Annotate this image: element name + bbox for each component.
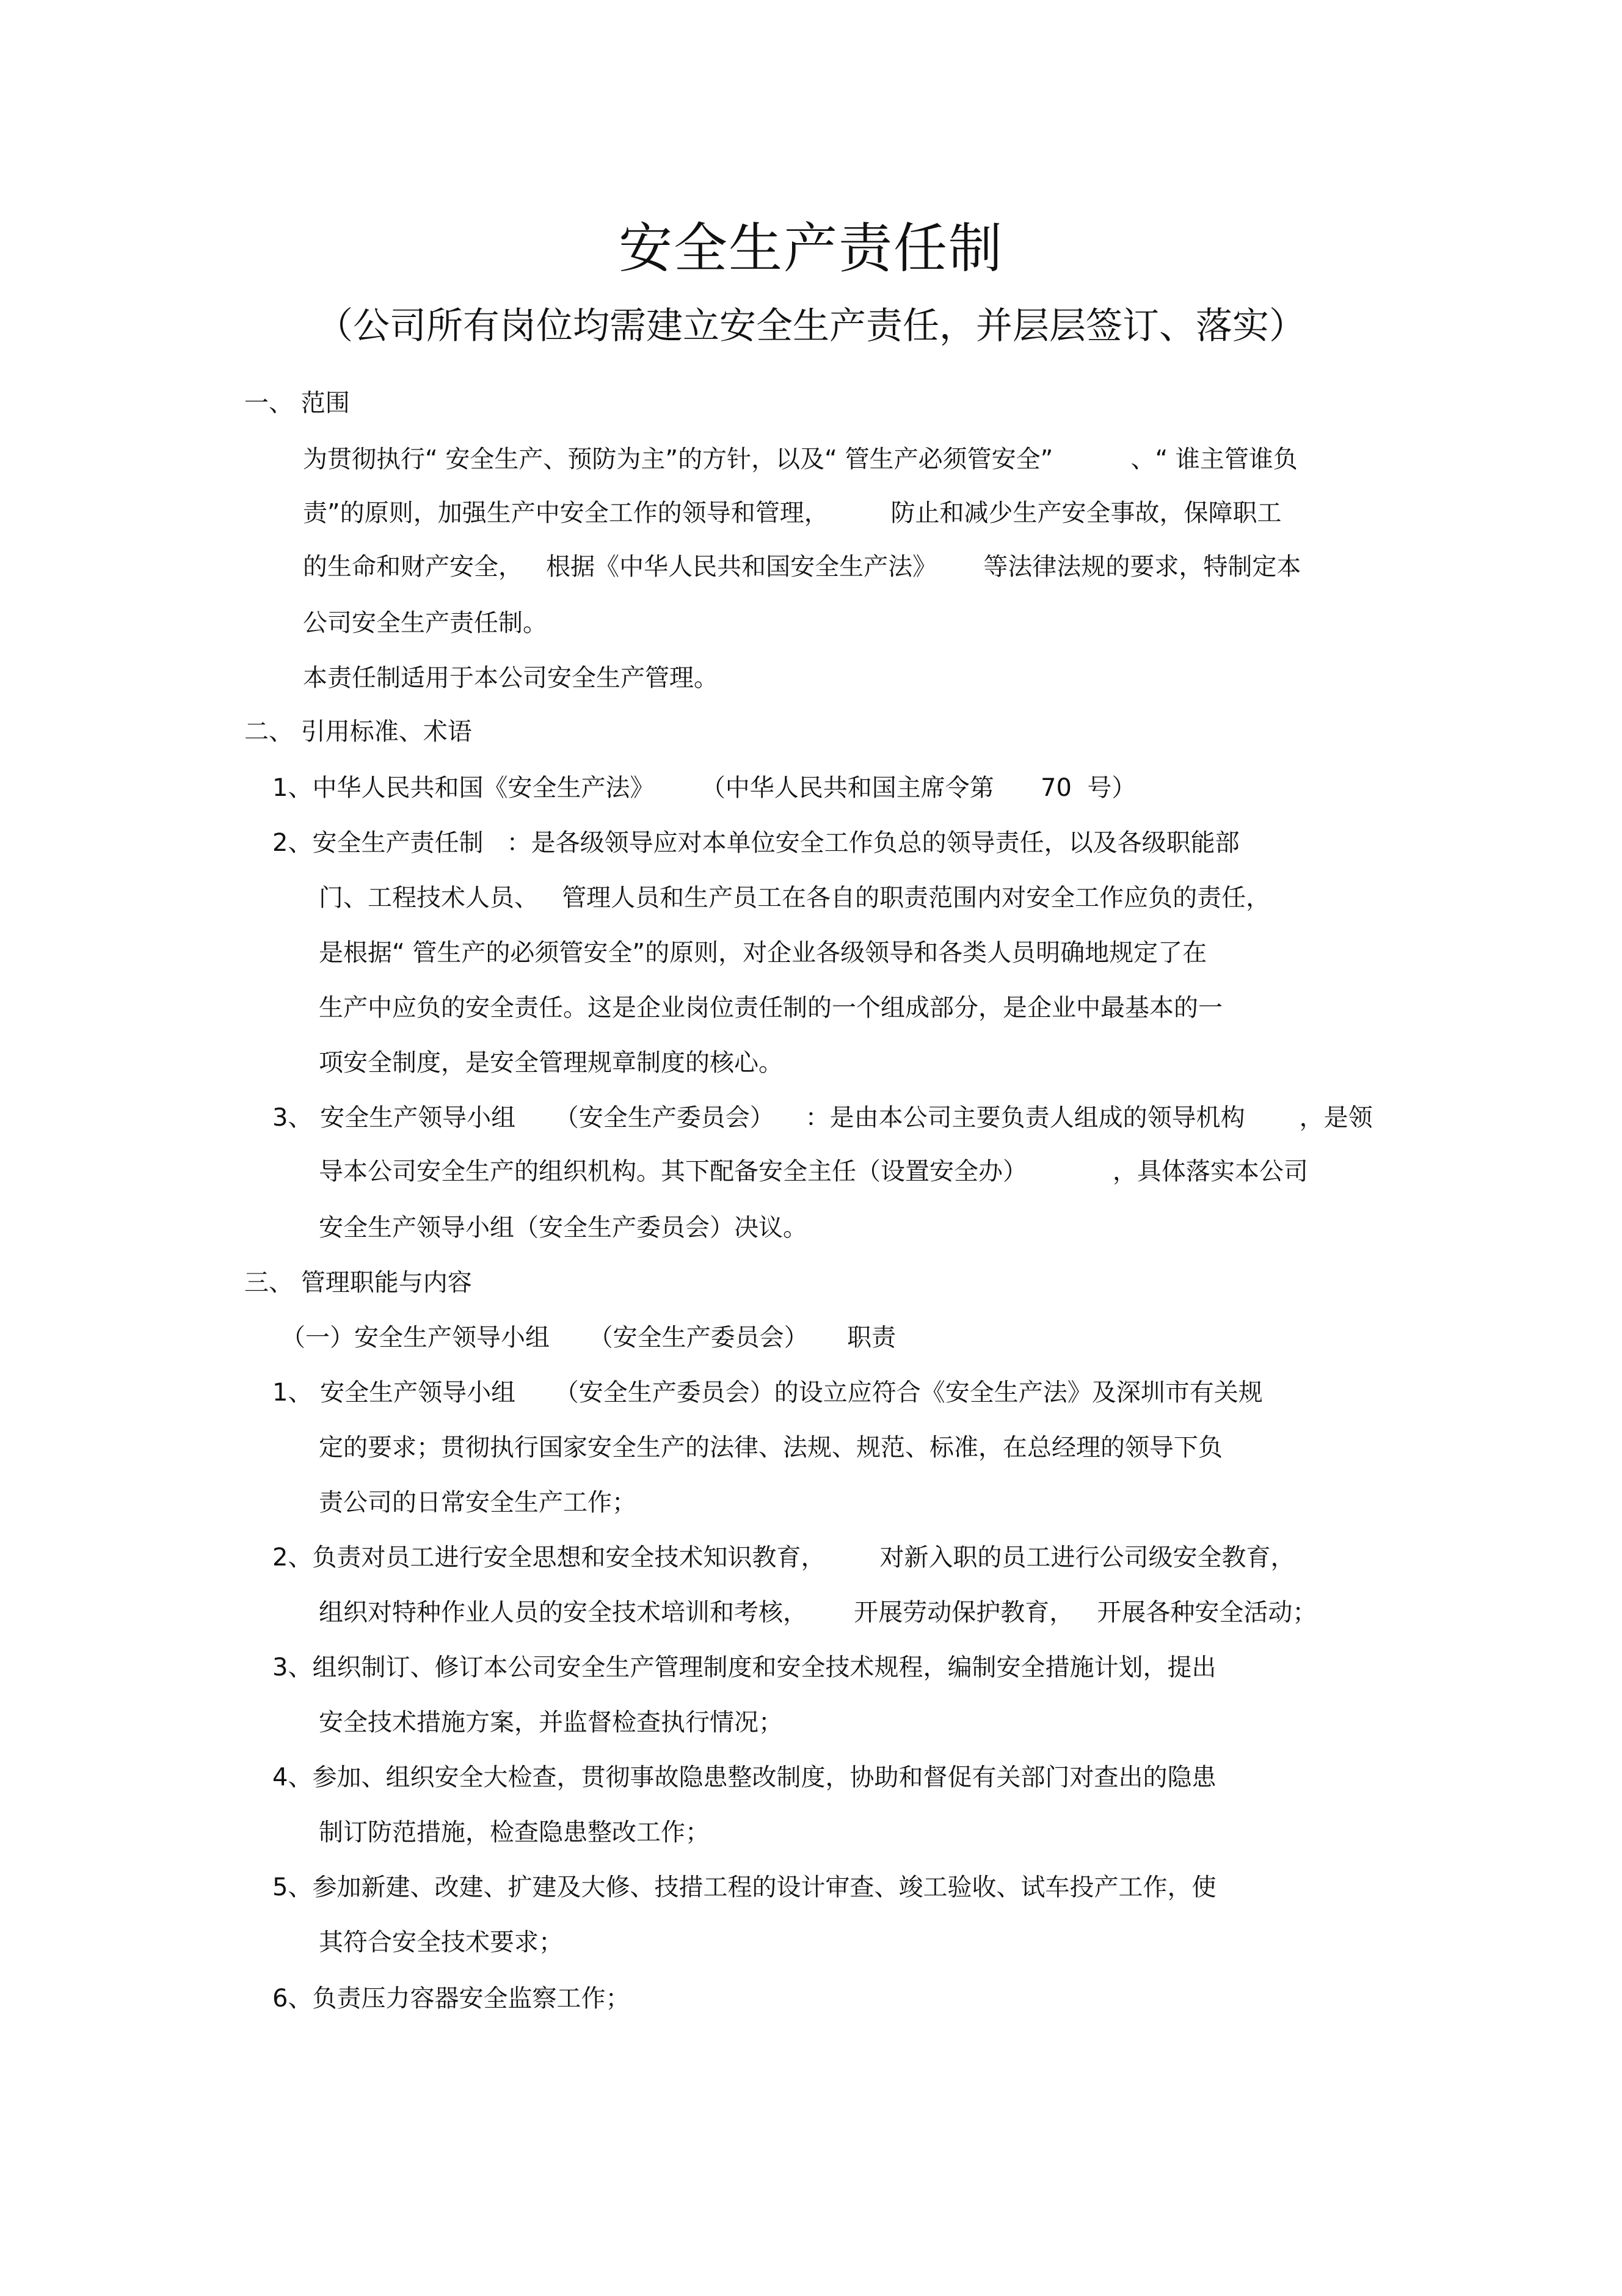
list-item: 3、 安全生产领导小组 （安全生产委员会） ：是由本公司主要负责人组成的领导机构 ，是领 xyxy=(272,1104,1373,1132)
list-item: 1、中华人民共和国《安全生产法》 （中华人民共和国主席令第 70 号） xyxy=(272,774,1136,802)
list-item-continuation: 门、工程技术人员、 管理人员和生产员工在各自的职责范围内对安全工作应负的责任， xyxy=(319,884,1271,912)
section-heading-scope: 一、 范围 xyxy=(244,389,350,417)
section-heading-management: 三、 管理职能与内容 xyxy=(244,1269,472,1297)
section-heading-standards: 二、 引用标准、术语 xyxy=(244,718,472,746)
list-item-continuation: 定的要求；贯彻执行国家安全生产的法律、法规、规范、标准，在总经理的领导下负 xyxy=(319,1434,1223,1462)
list-item: 5、参加新建、改建、扩建及大修、技措工程的设计审查、竣工验收、试车投产工作，使 xyxy=(272,1873,1216,1901)
paragraph-line: 责”的原则，加强生产中安全工作的领导和管理， 防止和减少生产安全事故，保障职工 xyxy=(303,499,1282,527)
document-title: 安全生产责任制 xyxy=(618,217,1003,280)
list-item: 3、组织制订、修订本公司安全生产管理制度和安全技术规程，编制安全措施计划，提出 xyxy=(272,1653,1216,1682)
document-subtitle: （公司所有岗位均需建立安全生产责任，并层层签订、落实） xyxy=(316,305,1306,348)
list-item-continuation: 制订防范措施，检查隐患整改工作； xyxy=(319,1818,710,1846)
subsection-heading: （一）安全生产领导小组 （安全生产委员会） 职责 xyxy=(281,1324,896,1352)
paragraph-line: 公司安全生产责任制。 xyxy=(303,609,547,637)
list-item: 2、安全生产责任制 ：是各级领导应对本单位安全工作负总的领导责任，以及各级职能部 xyxy=(272,829,1240,857)
list-item: 6、负责压力容器安全监察工作； xyxy=(272,1984,630,2013)
paragraph-line: 为贯彻执行“ 安全生产、预防为主”的方针，以及“ 管生产必须管安全” 、“ 谁主管谁负 xyxy=(303,445,1298,473)
list-item-continuation: 责公司的日常安全生产工作； xyxy=(319,1489,636,1517)
list-item: 1、 安全生产领导小组 （安全生产委员会）的设立应符合《安全生产法》及深圳市有关规 xyxy=(272,1379,1263,1407)
list-item-continuation: 安全生产领导小组（安全生产委员会）决议。 xyxy=(319,1214,807,1242)
paragraph-line: 本责任制适用于本公司安全生产管理。 xyxy=(303,664,718,692)
list-item: 2、负责对员工进行安全思想和安全技术知识教育， 对新入职的员工进行公司级安全教育， xyxy=(272,1543,1295,1572)
list-item-continuation: 组织对特种作业人员的安全技术培训和考核， 开展劳动保护教育， 开展各种安全活动； xyxy=(319,1598,1317,1627)
list-item-continuation: 其符合安全技术要求； xyxy=(319,1928,563,1956)
paragraph-line: 的生命和财产安全， 根据《中华人民共和国安全生产法》 等法律法规的要求，特制定本 xyxy=(303,553,1301,581)
list-item-continuation: 生产中应负的安全责任。这是企业岗位责任制的一个组成部分，是企业中最基本的一 xyxy=(319,994,1223,1022)
list-item-continuation: 导本公司安全生产的组织机构。其下配备安全主任（设置安全办） ，具体落实本公司 xyxy=(319,1157,1308,1186)
list-item-continuation: 项安全制度，是安全管理规章制度的核心。 xyxy=(319,1049,783,1077)
list-item-continuation: 是根据“ 管生产的必须管安全”的原则，对企业各级领导和各类人员明确地规定了在 xyxy=(319,939,1207,967)
list-item: 4、参加、组织安全大检查，贯彻事故隐患整改制度，协助和督促有关部门对查出的隐患 xyxy=(272,1763,1216,1791)
list-item-continuation: 安全技术措施方案，并监督检查执行情况； xyxy=(319,1708,783,1737)
